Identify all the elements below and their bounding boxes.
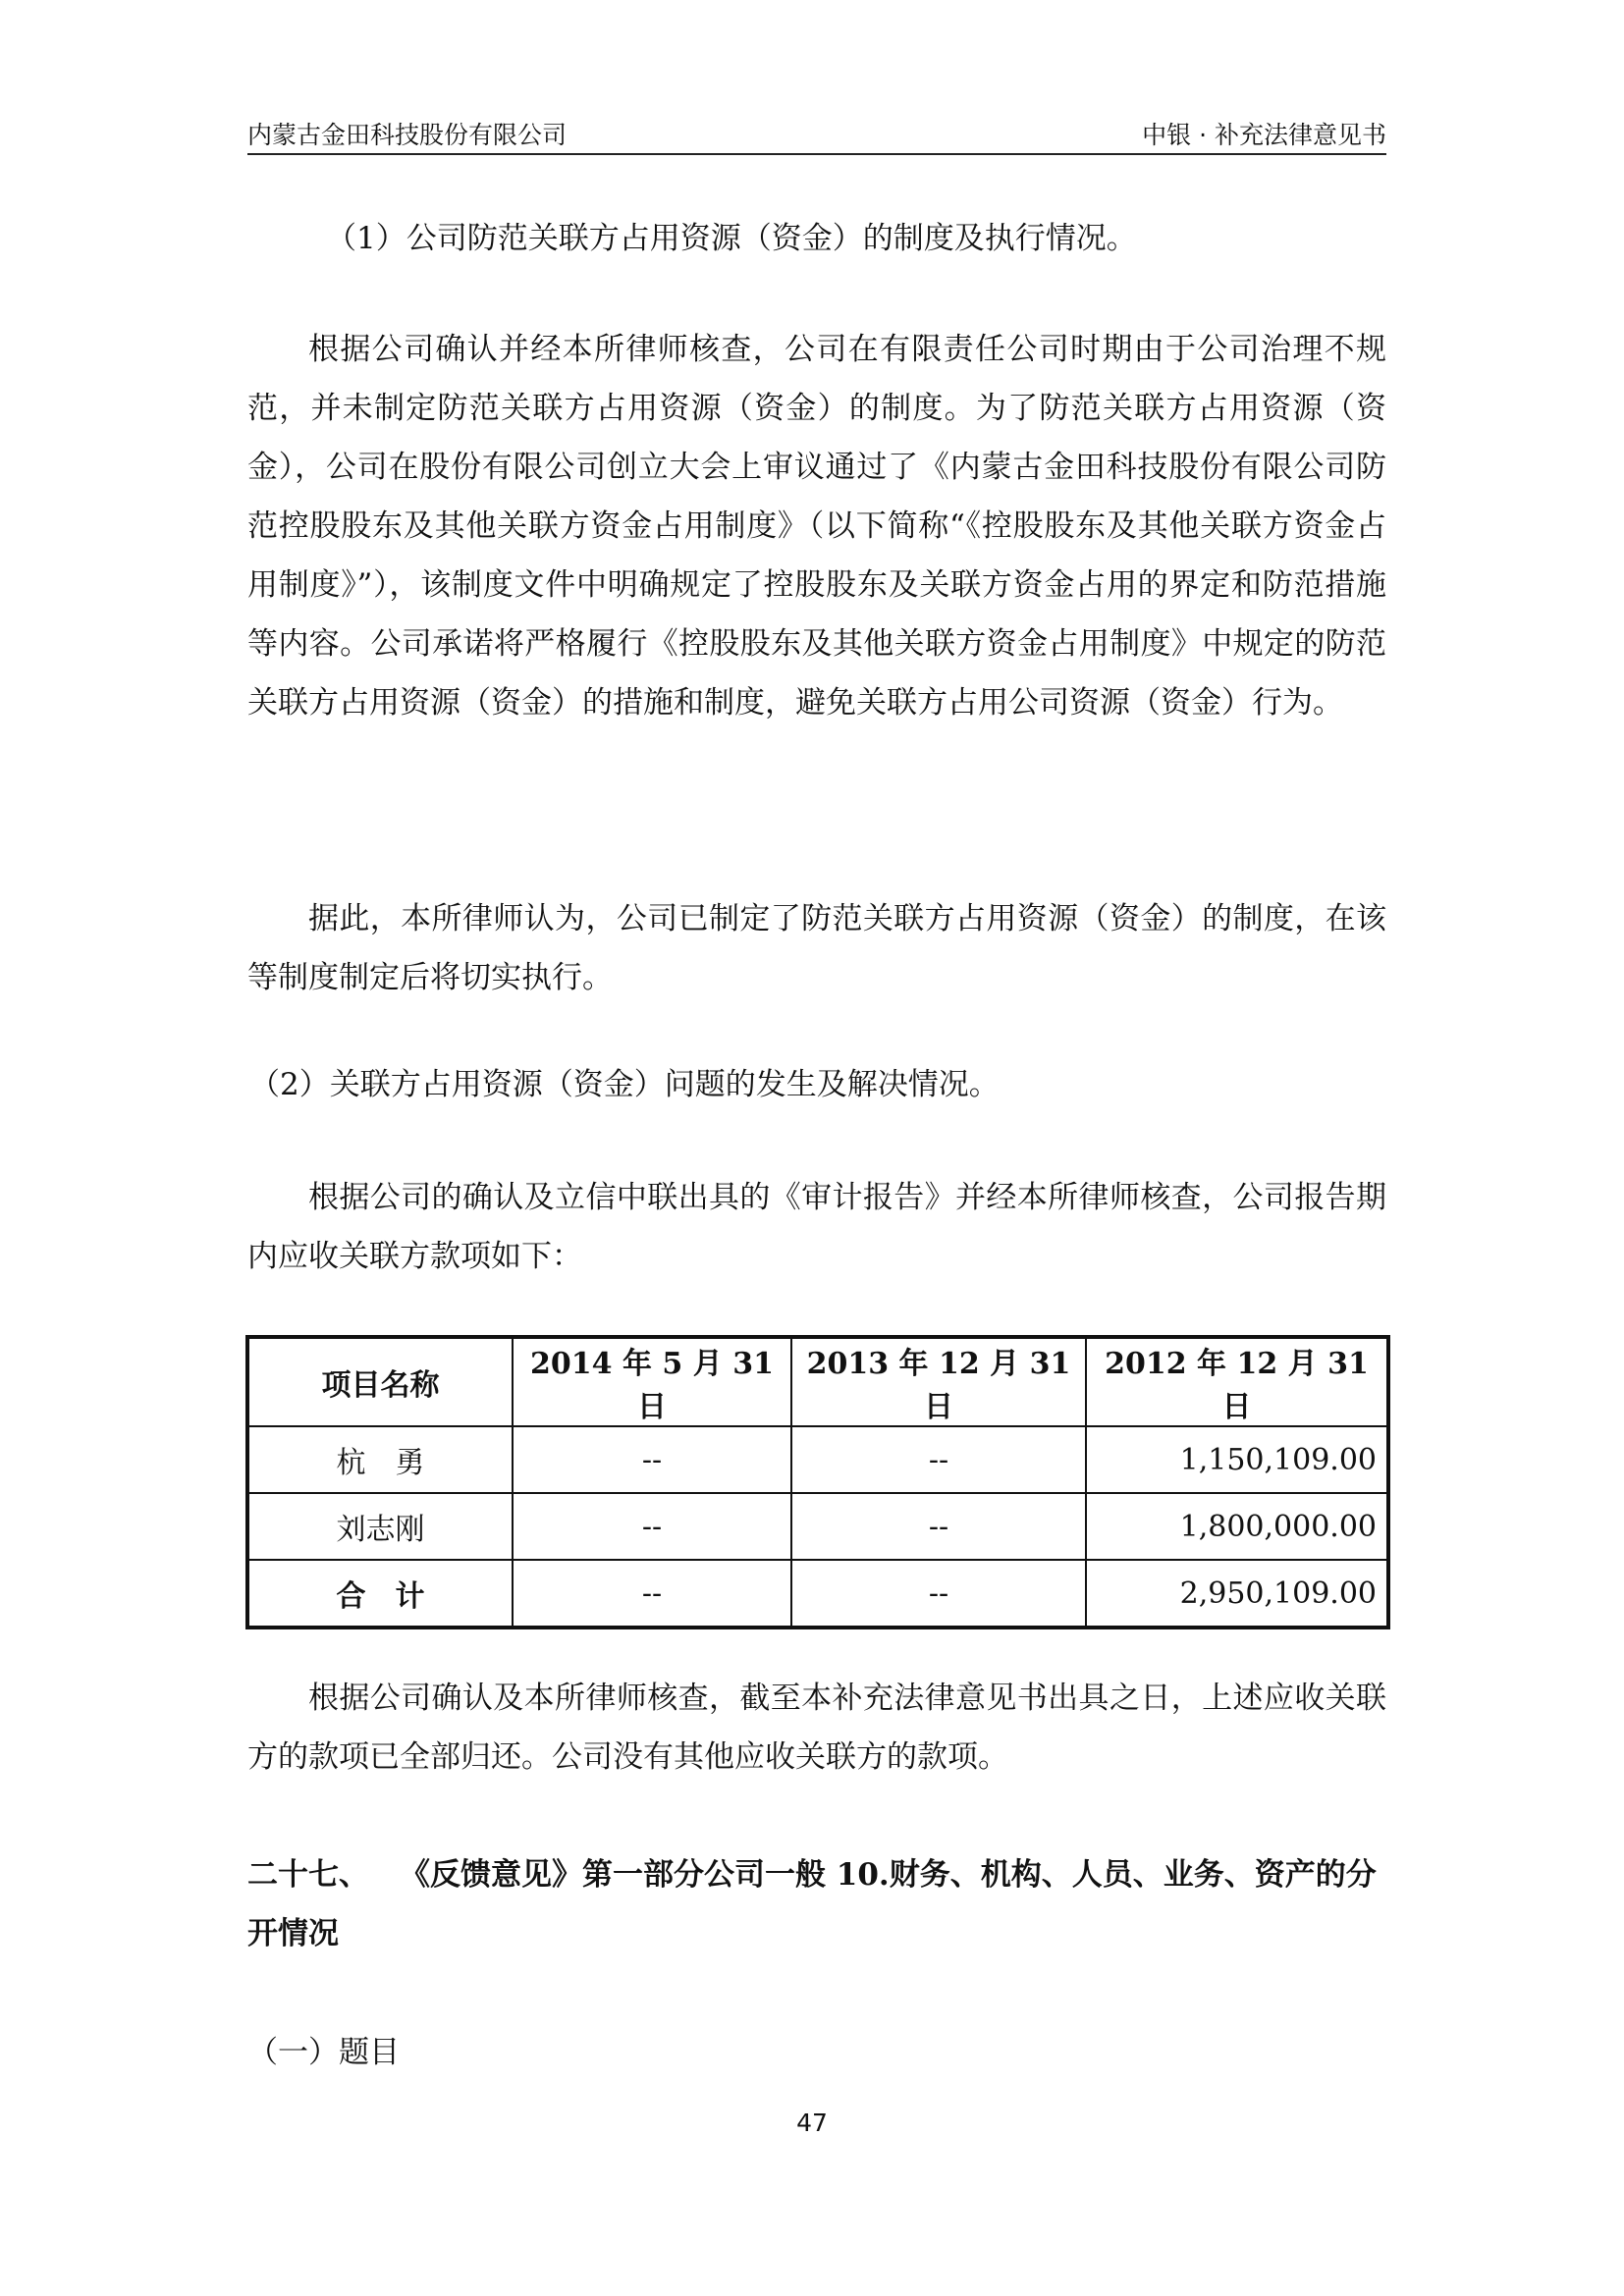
table-row (247, 1426, 1388, 1493)
header-company-name: 内蒙古金田科技股份有限公司 (247, 121, 568, 149)
paragraph-4: 根据公司确认及本所律师核查，截至本补充法律意见书出具之日，上述应收关联方的款项已全部归还。公司没有其他应收关联方的款项。 (247, 1681, 1386, 1775)
table-cell: 刘志刚 (247, 1493, 513, 1560)
table-cell: -- (791, 1426, 1086, 1493)
section-heading-4: （一）题目 (247, 2035, 400, 2070)
table-cell: 1,150,109.00 (1086, 1426, 1388, 1493)
page-number: 47 (796, 2109, 828, 2137)
table-cell: 2,950,109.00 (1086, 1560, 1388, 1628)
table-header-cell: 项目名称 (247, 1337, 513, 1426)
table-cell: 合 计 (247, 1560, 513, 1628)
table-cell: -- (513, 1493, 791, 1560)
table-cell: -- (791, 1560, 1086, 1628)
table-cell: -- (791, 1493, 1086, 1560)
table-header-cell: 2014 年 5 月 31 日 (513, 1337, 791, 1426)
table-cell: 1,800,000.00 (1086, 1493, 1388, 1560)
table-cell: 杭 勇 (247, 1426, 513, 1493)
table-cell: -- (513, 1426, 791, 1493)
paragraph-1: 根据公司确认并经本所律师核查，公司在有限责任公司时期由于公司治理不规范，并未制定防范关联方占用资源（资金）的制度。为了防范关联方占用资源（资金），公司在股份有限公司创立大会上审议通过了《内蒙古金田科技股份有限公司防范控股股东及其他关联方资金占用制度》（以下简称“《控股股东及其他关联方资金占用制度》”），该制度文件中明确规定了控股股东及关联方资金占用的界定和防范措施等内容。公司承诺将严格履行《控股股东及其他关联方资金占用制度》中规定的防范关联方占用资源（资金）的措施和制度，避免关联方占用公司资源（资金）行为。 (247, 332, 1386, 721)
table-row (247, 1493, 1388, 1560)
header-document-title: 中银 · 补充法律意见书 (1142, 121, 1386, 149)
table-header-cell: 2013 年 12 月 31 日 (791, 1337, 1086, 1426)
table-cell: -- (513, 1560, 791, 1628)
section-heading-2: （2）关联方占用资源（资金）问题的发生及解决情况。 (249, 1067, 1000, 1102)
receivables-table (245, 1335, 1390, 1629)
paragraph-3: 根据公司的确认及立信中联出具的《审计报告》并经本所律师核查，公司报告期内应收关联方款项如下： (247, 1180, 1386, 1274)
section-heading-3: 二十七、 《反馈意见》第一部分公司一般 10.财务、机构、人员、业务、资产的分开情况 (247, 1857, 1377, 1951)
table-header-row (247, 1337, 1388, 1426)
paragraph-2: 据此，本所律师认为，公司已制定了防范关联方占用资源（资金）的制度，在该等制度制定后将切实执行。 (247, 901, 1386, 995)
section-heading-1: （1）公司防范关联方占用资源（资金）的制度及执行情况。 (326, 221, 1137, 256)
table-header-cell: 2012 年 12 月 31 日 (1086, 1337, 1388, 1426)
page-header (247, 110, 1386, 155)
table-total-row (247, 1560, 1388, 1628)
